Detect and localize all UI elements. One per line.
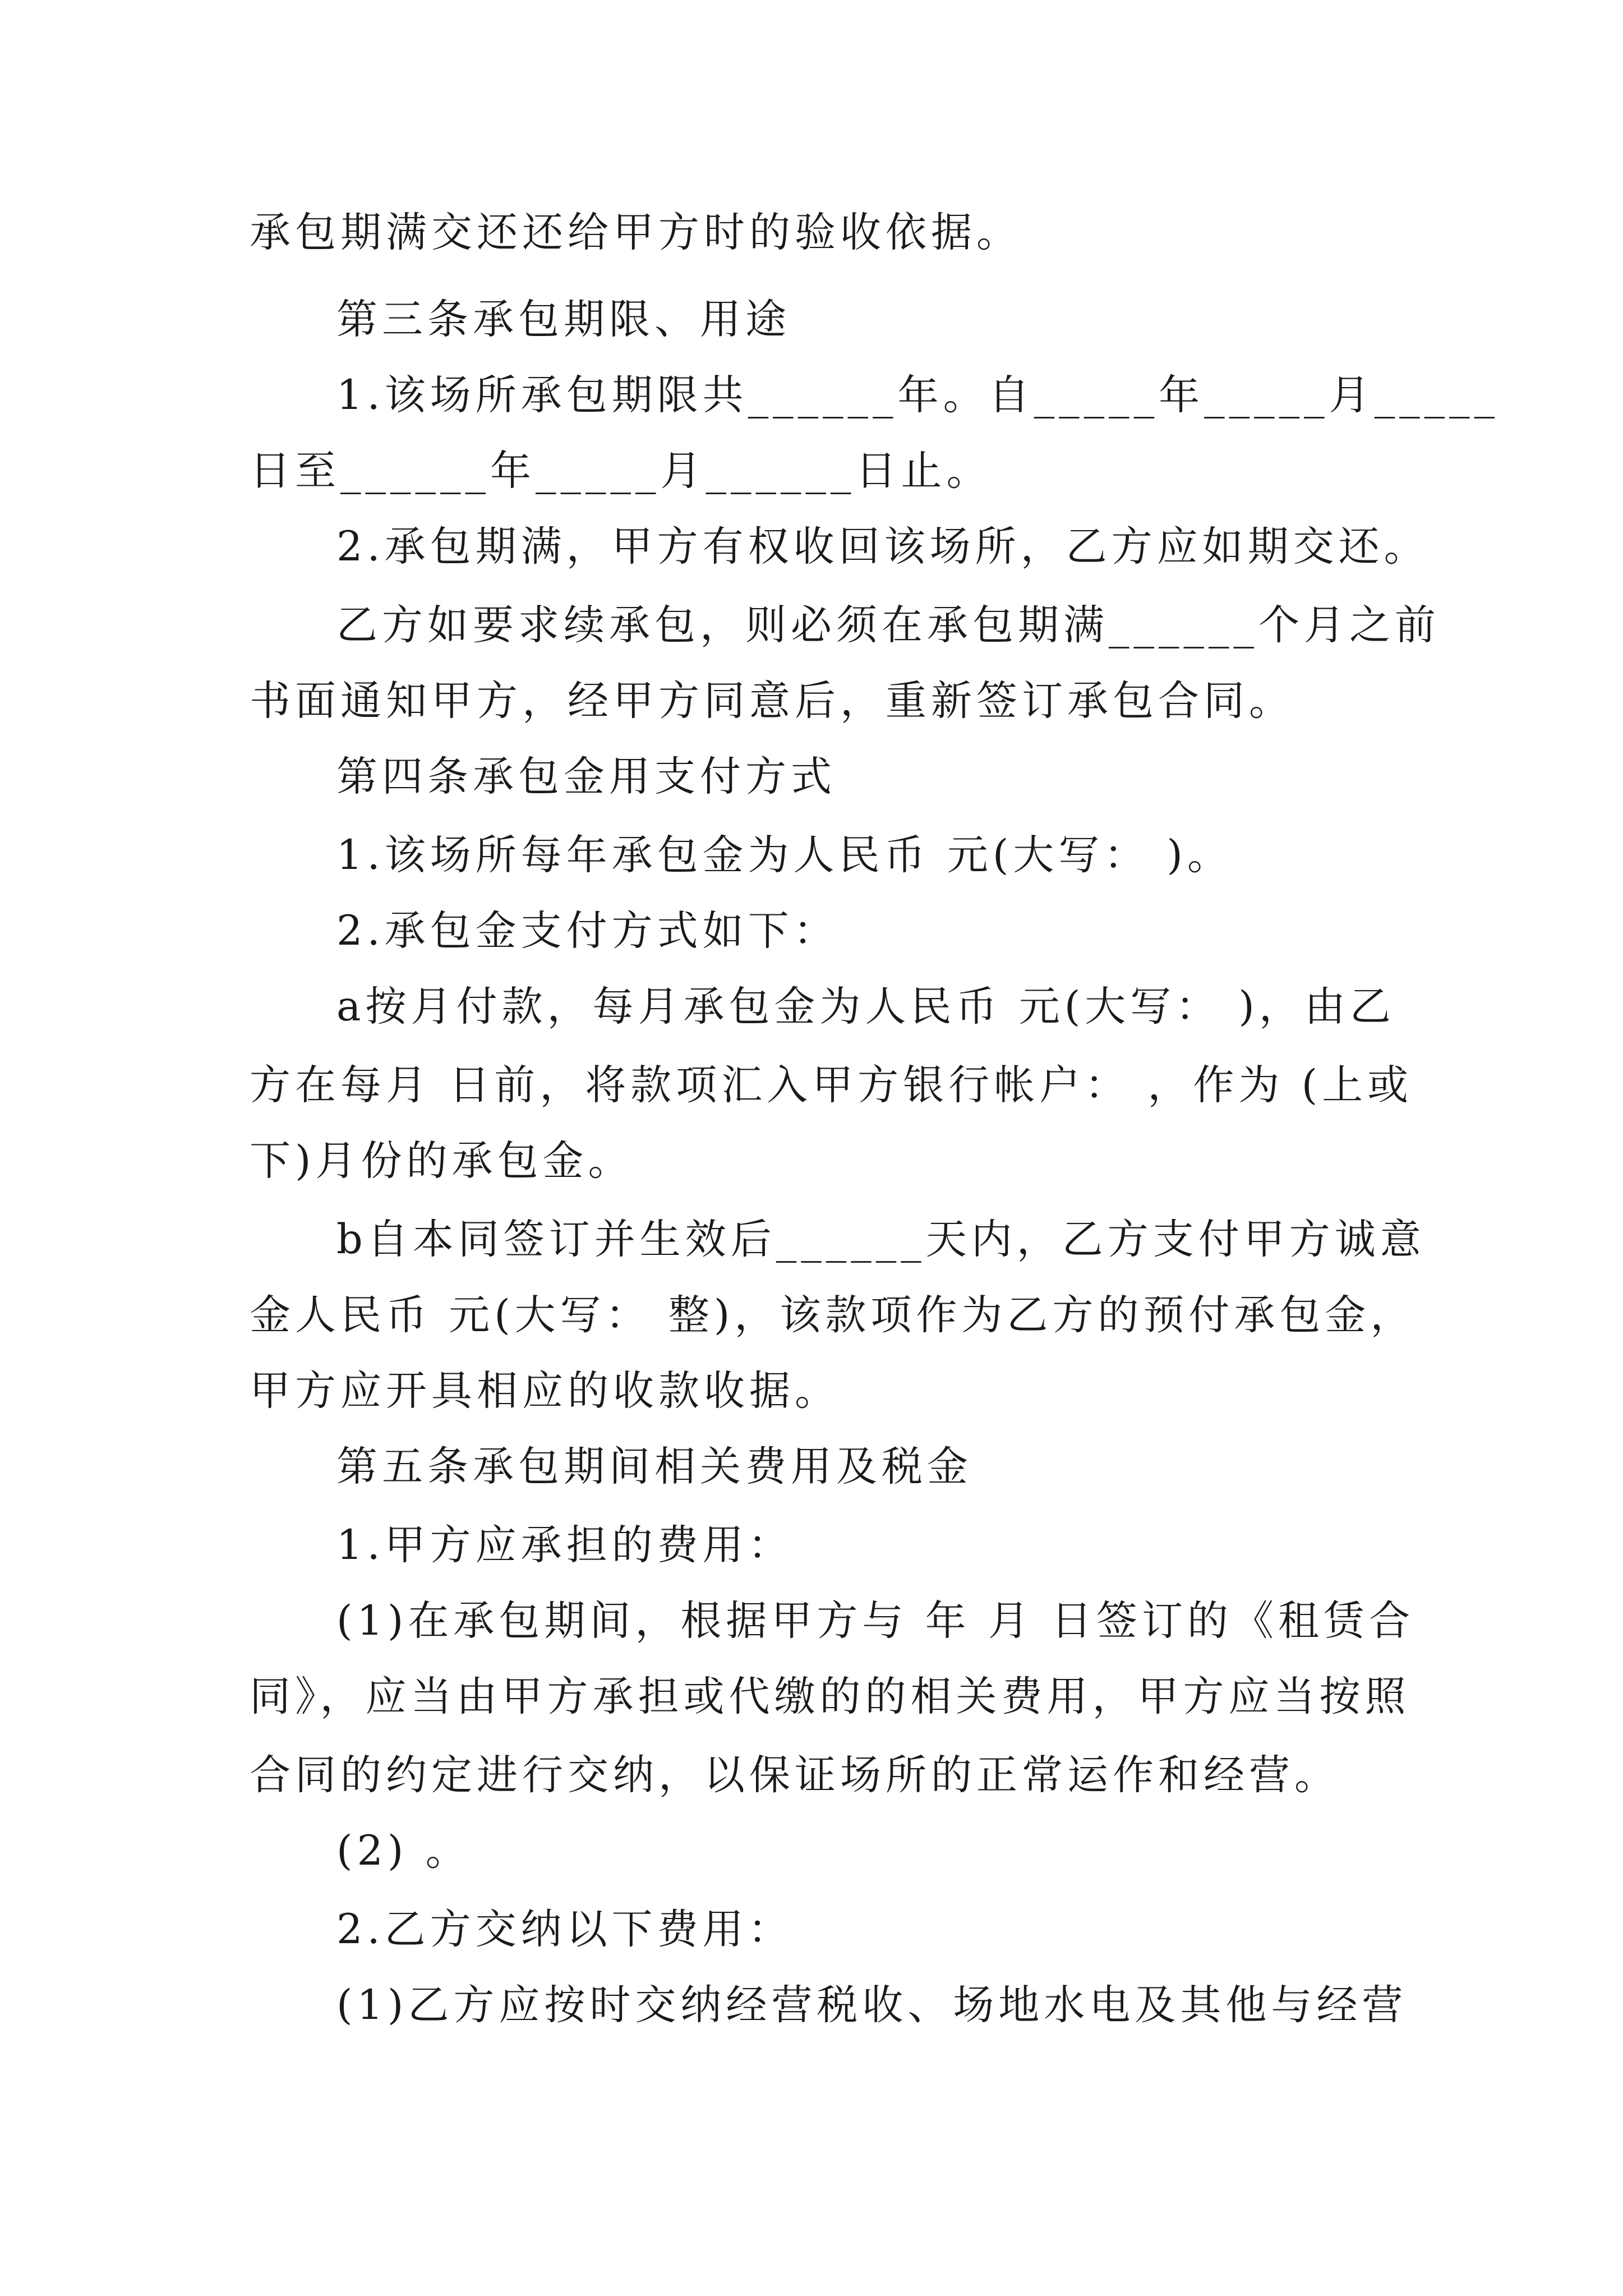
paragraph-line: 2.承包金支付方式如下： <box>336 907 839 955</box>
paragraph-line: 2.乙方交纳以下费用： <box>336 1906 794 1953</box>
section-heading: 第四条承包金用支付方式 <box>336 753 836 800</box>
paragraph-line: b自本同签订并生效后______天内，乙方支付甲方诚意 <box>336 1216 1426 1263</box>
paragraph-line: 2.承包期满，甲方有权收回该场所，乙方应如期交还。 <box>336 523 1430 570</box>
paragraph-line: 日至______年_____月______日止。 <box>250 447 992 495</box>
paragraph-line: 1.该场所每年承包金为人民币 元(大写： )。 <box>336 831 1233 879</box>
paragraph-line: 1.该场所承包期限共______年。自_____年_____月_____ <box>336 371 1500 419</box>
paragraph-line: (1)乙方应按时交纳经营税收、场地水电及其他与经营 <box>336 1981 1408 2029</box>
section-heading: 第五条承包期间相关费用及税金 <box>336 1443 972 1490</box>
paragraph-line: 方在每月 日前，将款项汇入甲方银行帐户： ，作为 (上或 <box>250 1061 1413 1109</box>
paragraph-line: 合同的约定进行交纳，以保证场所的正常运作和经营。 <box>250 1751 1340 1799</box>
paragraph-line: 金人民币 元(大写： 整)，该款项作为乙方的预付承包金， <box>250 1291 1416 1339</box>
paragraph-line: 同》，应当由甲方承担或代缴的的相关费用，甲方应当按照 <box>250 1673 1410 1720</box>
paragraph-line: 承包期满交还还给甲方时的验收依据。 <box>250 209 1022 256</box>
paragraph-line: (2) 。 <box>336 1827 471 1875</box>
paragraph-line: 书面通知甲方，经甲方同意后，重新签订承包合同。 <box>250 677 1294 725</box>
paragraph-line: (1)在承包期间，根据甲方与 年 月 日签订的《租赁合 <box>336 1597 1415 1645</box>
paragraph-line: 下)月份的承包金。 <box>250 1137 634 1185</box>
paragraph-line: 1.甲方应承担的费用： <box>336 1521 794 1569</box>
paragraph-line: 乙方如要求续承包，则必须在承包期满______个月之前 <box>336 601 1440 649</box>
paragraph-line: a按月付款，每月承包金为人民币 元(大写： )，由乙 <box>336 983 1395 1030</box>
section-heading: 第三条承包期限、用途 <box>336 296 791 343</box>
paragraph-line: 甲方应开具相应的收款收据。 <box>250 1367 840 1415</box>
